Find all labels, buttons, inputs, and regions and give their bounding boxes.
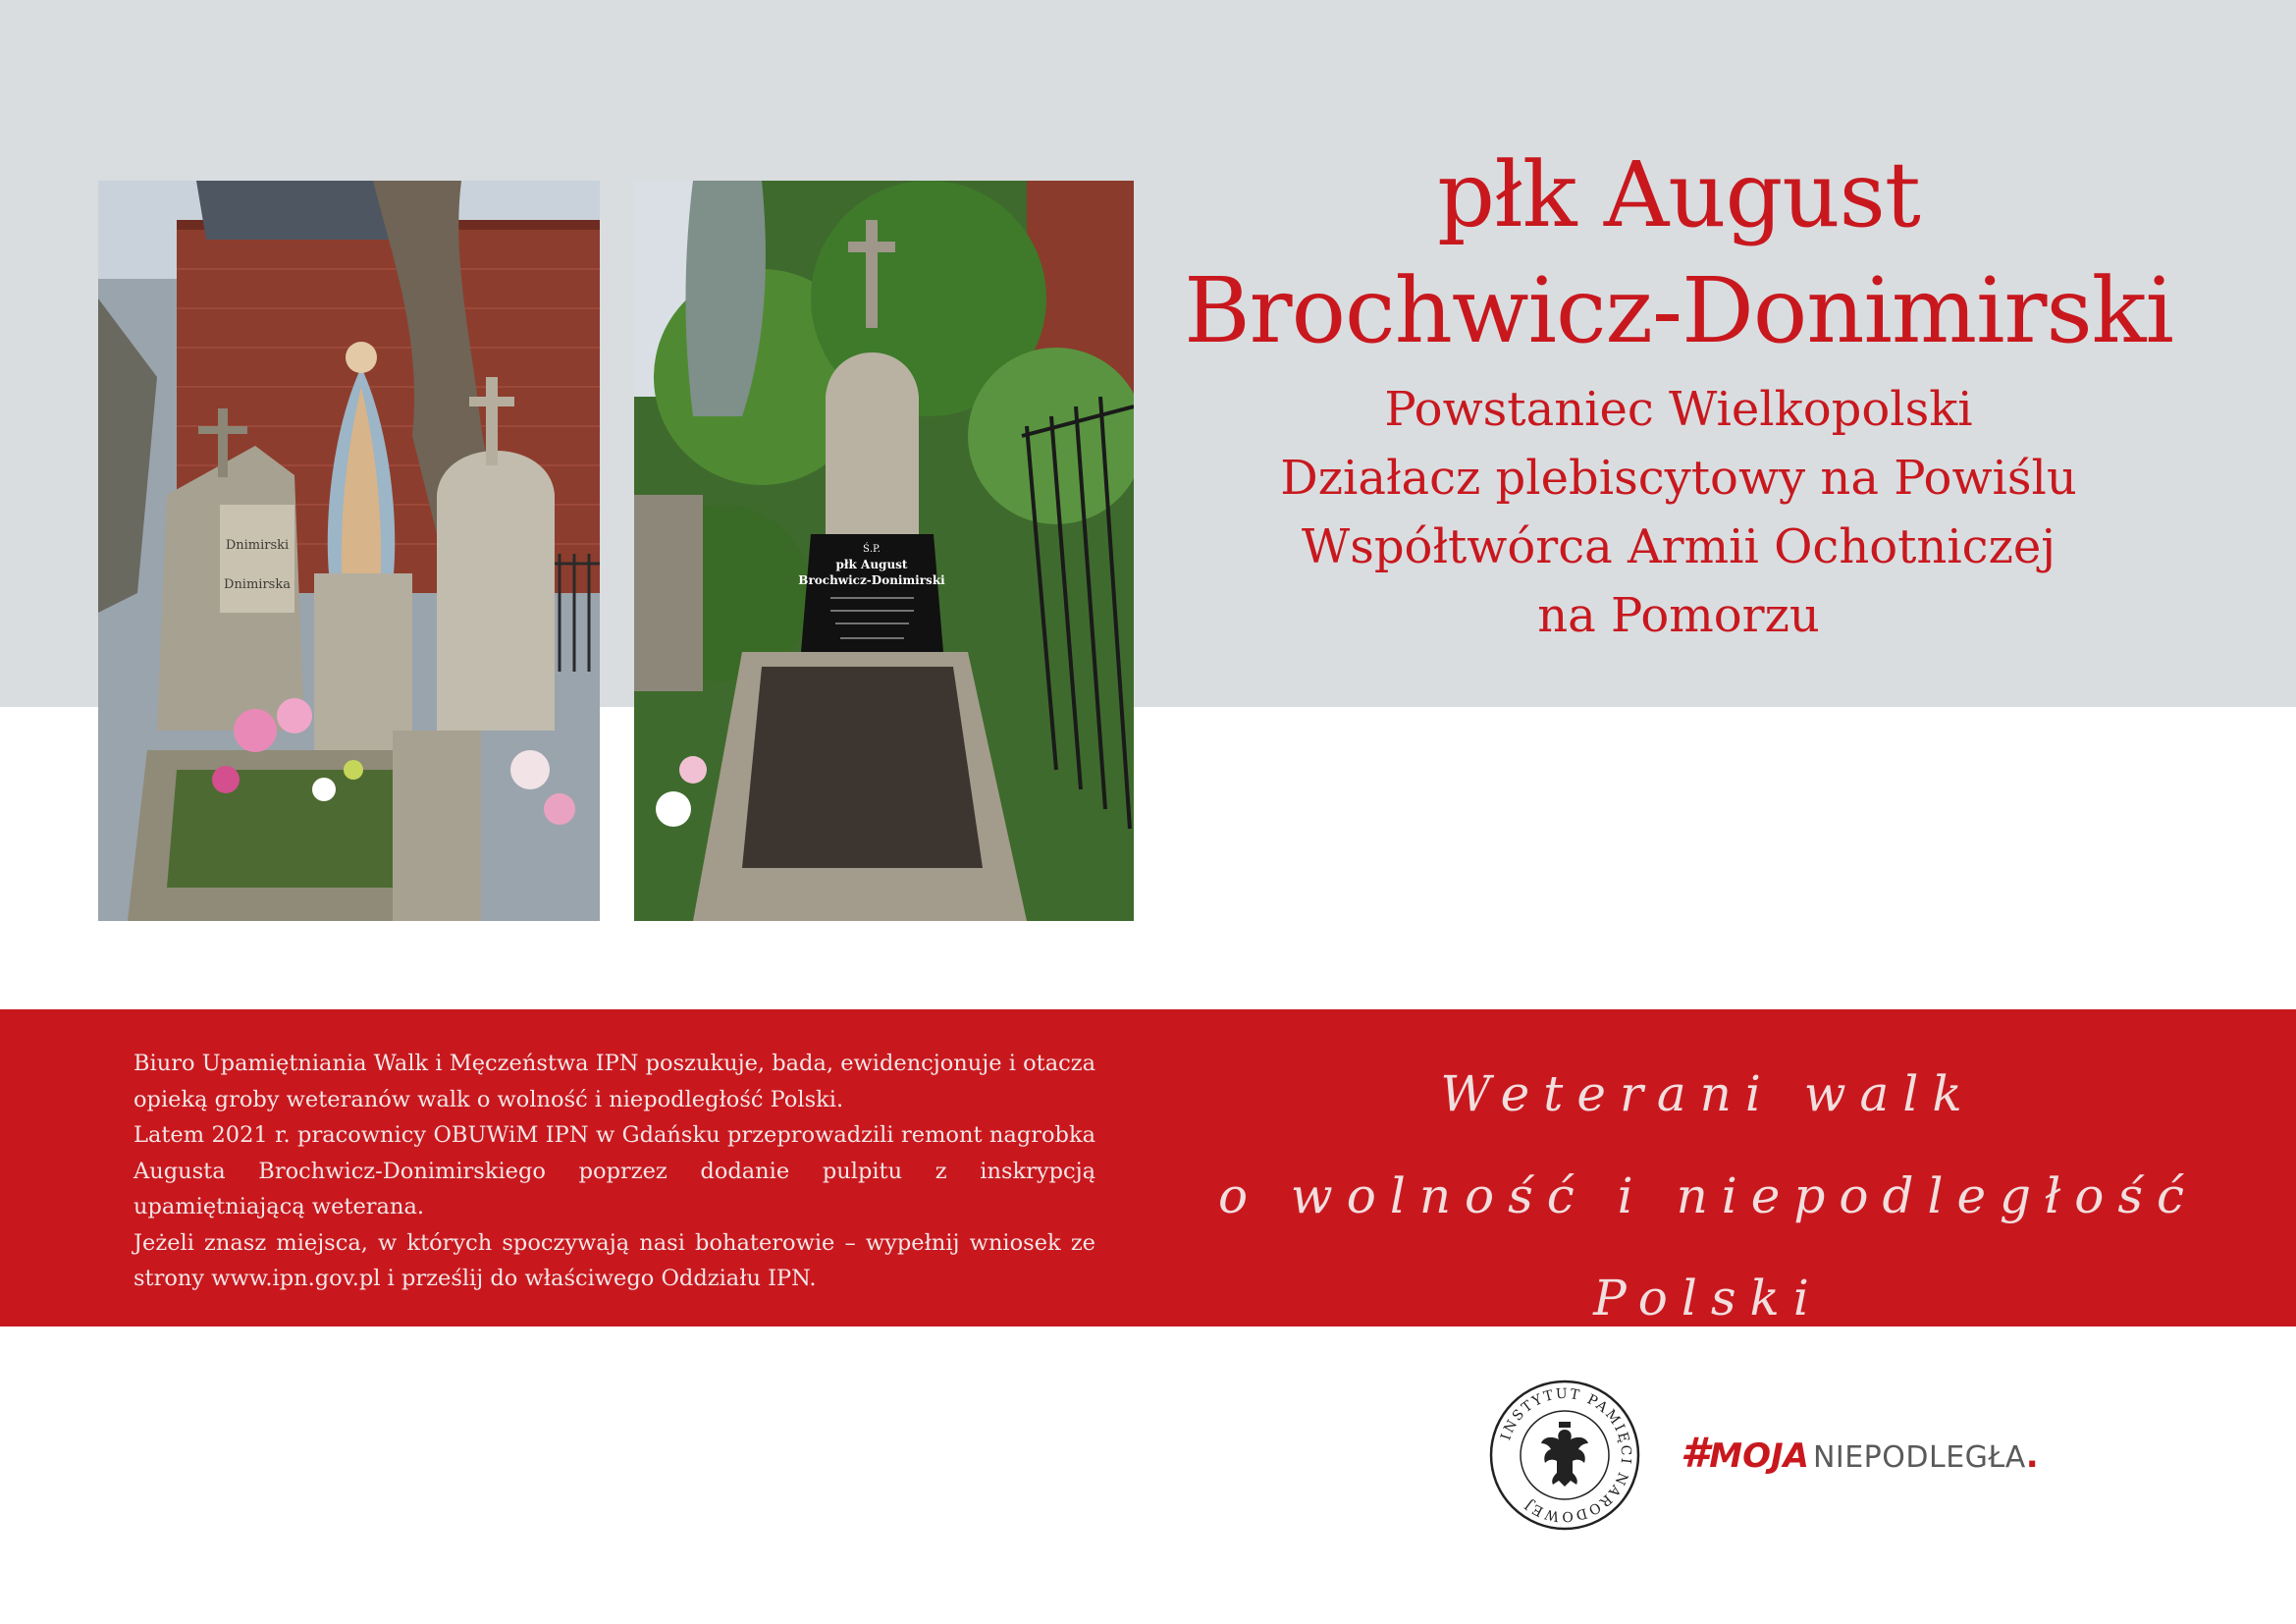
title-block <box>1168 137 2189 650</box>
inscription-line-1: Dnimirski <box>225 538 290 553</box>
hashtag-icon: # <box>1681 1429 1710 1477</box>
plaque-line-1: Ś.P. <box>863 544 881 555</box>
eagle-icon <box>1541 1422 1588 1487</box>
info-paragraph: Jeżeli znasz miejsca, w których spoczywają nasi bohaterowie – wypełnij wniosek ze strony www.ipn.gov.pl i prześlij do właściwego Oddziału IPN. <box>133 1229 1095 1291</box>
info-paragraph: Biuro Upamiętniania Walk i Męczeństwa IPN poszukuje, bada, ewidencjonuje i otacza opieką groby weteranów walk o wolność i niepodległość Polski. <box>133 1051 1095 1112</box>
title-rank-name: płk August <box>1437 142 1920 247</box>
ipn-seal-logo <box>1488 1379 1641 1532</box>
slogan-line: Polski <box>1593 1270 1823 1326</box>
subtitle-line: na Pomorzu <box>1537 588 1820 643</box>
subtitle-line: Powstaniec Wielkopolski <box>1384 382 1973 437</box>
grave-photo-left <box>98 181 600 921</box>
title-surname: Brochwicz-Donimirski <box>1184 258 2173 363</box>
ipn-ring-text: INSTYTUT PAMIĘCI NARODOWEJ <box>1498 1385 1634 1525</box>
logo-dot: . <box>2025 1436 2039 1476</box>
info-paragraph: Latem 2021 r. pracownicy OBUWiM IPN w Gdańsku przeprowadzili remont nagrobka Augusta Brochwicz-Donimirskiego poprzez dodanie pulpitu z inskrypcją upamiętniającą weterana. <box>133 1122 1095 1219</box>
moja-niepodlegla-logo <box>1681 1429 2039 1478</box>
subtitle-line: Współtwórca Armii Ochotniczej <box>1301 519 2056 574</box>
inscription-line-2: Dnimirska <box>224 577 291 592</box>
grave-photo-right <box>634 181 1134 921</box>
info-text <box>133 1046 1095 1297</box>
subtitle-list <box>1168 375 2189 650</box>
slogan-line: o wolność i niepodległość <box>1217 1167 2199 1224</box>
subtitle-line: Działacz plebiscytowy na Powiślu <box>1280 451 2077 506</box>
logo-word-niepodlegla: NIEPODLEGŁA <box>1812 1440 2026 1475</box>
plaque-line-2: płk August <box>835 558 908 571</box>
plaque-line-3: Brochwicz-Donimirski <box>798 573 945 587</box>
slogan <box>1198 1043 2218 1349</box>
logo-word-moja: MOJA <box>1709 1436 1809 1476</box>
slogan-line: Weterani walk <box>1440 1065 1976 1122</box>
